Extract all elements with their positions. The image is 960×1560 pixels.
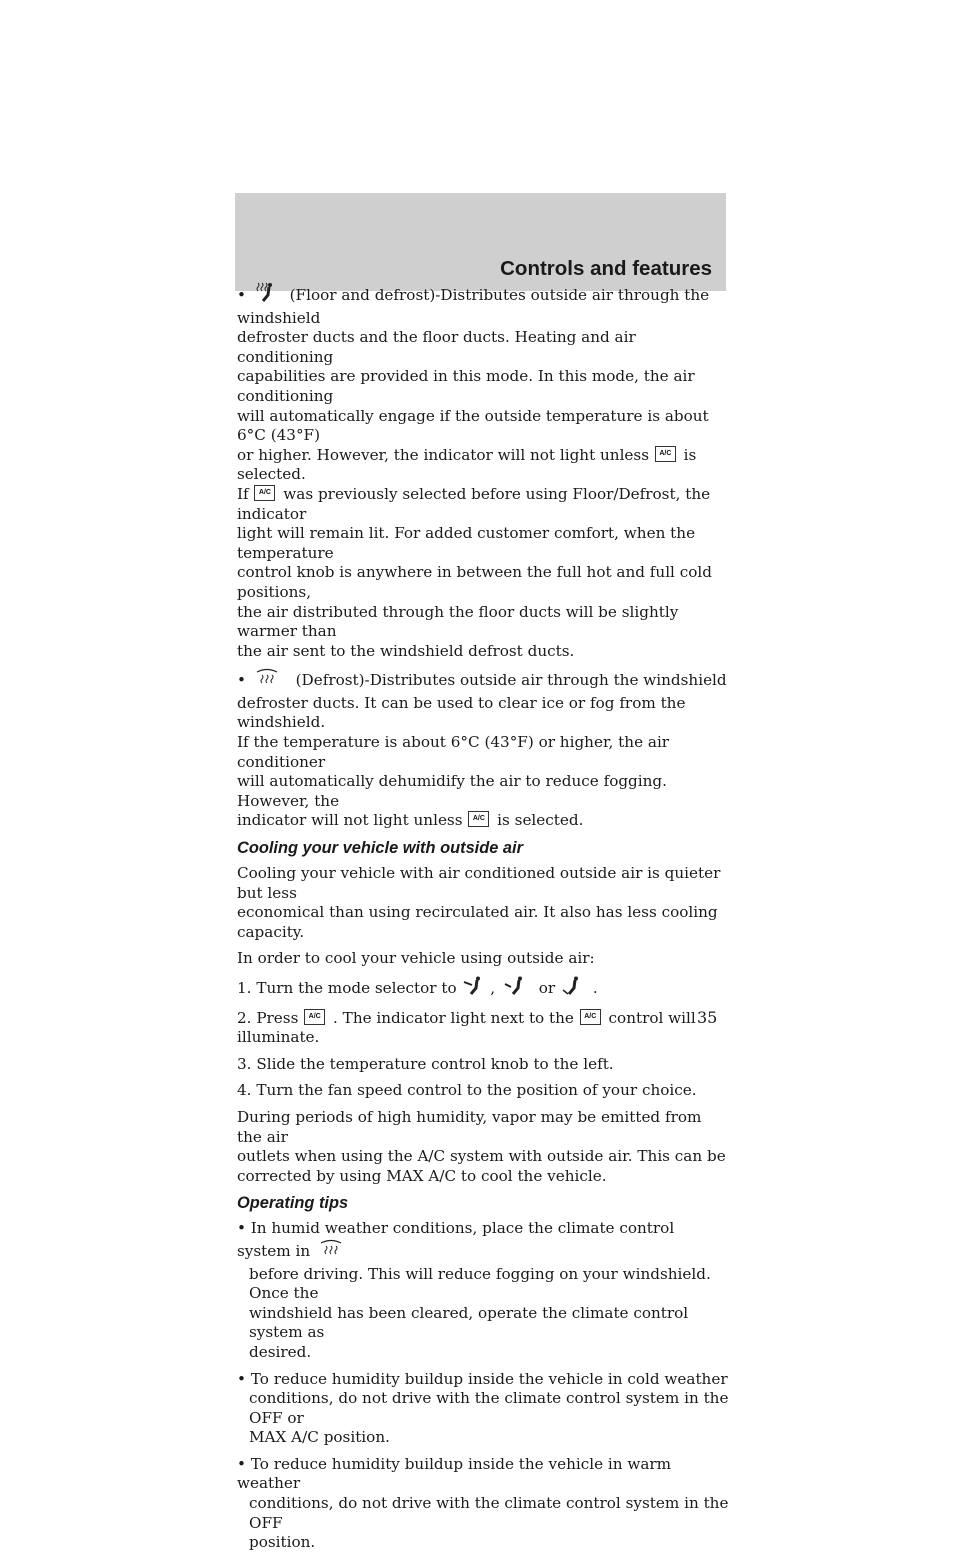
ac-button-icon: A/C <box>304 1009 325 1025</box>
text-fragment: indicator will not light unless <box>237 811 463 830</box>
text-line: During periods of high humidity, vapor may be emitted from the air <box>237 1107 702 1146</box>
step-2 <box>237 1009 729 1048</box>
text-fragment: or <box>538 979 556 997</box>
floor-defrost-icon <box>255 281 275 309</box>
text-line: windshield has been cleared, operate the climate control system as <box>249 1303 689 1342</box>
paragraph-intro: In order to cool your vehicle using outside air: <box>237 949 595 968</box>
text-line: economical than using recirculated air. It also has less cooling capacity. <box>237 903 718 941</box>
text-fragment: control will illuminate. <box>237 1008 696 1047</box>
section-heading-cooling: Cooling your vehicle with outside air <box>237 839 523 858</box>
bullet-marker: • <box>237 286 246 304</box>
ac-button-icon: A/C <box>254 485 275 501</box>
text-fragment: . <box>592 979 598 997</box>
panel-mode-icon <box>463 976 485 1002</box>
text-line: (Floor and defrost)-Distributes outside air through the windshield <box>237 286 710 327</box>
text-line: outlets when using the A/C system with outside air. This can be <box>237 1147 726 1166</box>
page-content <box>237 281 729 1560</box>
list-item-defrost <box>237 668 729 831</box>
step-3: 3. Slide the temperature control knob to the left. <box>237 1054 614 1073</box>
page-title: Controls and features <box>500 257 712 280</box>
text-line: will automatically engage if the outside temperature is about 6°C (43°F) <box>237 406 709 445</box>
text-line: position. <box>249 1533 316 1552</box>
defrost-icon <box>255 668 279 694</box>
step-4: 4. Turn the fan speed control to the position of your choice. <box>237 1081 697 1100</box>
text-line: capabilities are provided in this mode. In this mode, the air conditioning <box>237 367 695 405</box>
paragraph <box>237 864 729 942</box>
text-line: desired. <box>249 1342 312 1361</box>
text-line: defroster ducts. It can be used to clear ice or fog from the windshield. <box>237 693 686 732</box>
text-line: If the temperature is about 6°C (43°F) or higher, the air conditioner <box>237 733 670 771</box>
text-fragment: . The indicator light next to the <box>333 1008 574 1027</box>
text-line: defroster ducts and the floor ducts. Heating and air conditioning <box>237 328 636 366</box>
text-fragment: is selected. <box>497 811 584 830</box>
text-fragment: 1. Turn the mode selector to <box>237 979 457 997</box>
section-heading-operating-tips: Operating tips <box>237 1194 349 1213</box>
text-fragment: , <box>490 979 496 997</box>
text-fragment: was previously selected before using Floor/Defrost, the indicator <box>237 484 711 523</box>
bullet-marker: • <box>237 1454 246 1473</box>
header-band <box>235 193 726 291</box>
step-1 <box>237 976 729 1002</box>
text-fragment: If <box>237 484 249 503</box>
floor-icon <box>560 976 582 1002</box>
text-line: the air distributed through the floor ducts will be slightly warmer than <box>237 602 679 641</box>
ac-button-icon: A/C <box>468 811 489 827</box>
text-fragment: To reduce humidity buildup inside the vehicle in warm weather <box>237 1454 672 1493</box>
text-fragment: or higher. However, the indicator will not light unless <box>237 445 650 464</box>
bullet-marker: • <box>237 1219 246 1238</box>
text-line: corrected by using MAX A/C to cool the vehicle. <box>237 1166 607 1185</box>
page-number: 35 <box>697 1008 718 1027</box>
text-line <box>237 446 729 485</box>
text-line: light will remain lit. For added customer comfort, when the temperature <box>237 524 696 562</box>
bullet-marker: • <box>237 671 246 690</box>
text-line: Cooling your vehicle with air conditioned outside air is quieter but less <box>237 864 721 902</box>
paragraph <box>237 1108 729 1186</box>
list-item-tip <box>237 1455 729 1553</box>
text-line: control knob is anywhere in between the full hot and full cold positions, <box>237 563 712 601</box>
text-line <box>237 485 729 524</box>
defrost-icon <box>319 1239 343 1265</box>
list-item-floor-defrost <box>237 281 729 661</box>
ac-button-icon: A/C <box>580 1009 601 1025</box>
text-line: MAX A/C position. <box>249 1428 390 1447</box>
text-line: the air sent to the windshield defrost ducts. <box>237 641 575 660</box>
text-fragment: is selected. <box>237 445 697 484</box>
bullet-marker: • <box>237 1369 246 1388</box>
text-line: conditions, do not drive with the climate control system in the OFF <box>249 1494 729 1532</box>
text-fragment: 2. Press <box>237 1008 299 1027</box>
text-fragment: In humid weather conditions, place the climate control system in <box>237 1219 675 1260</box>
text-fragment: To reduce humidity buildup inside the vehicle in cold weather <box>250 1369 728 1388</box>
text-line: conditions, do not drive with the climate control system in the OFF or <box>249 1389 729 1427</box>
list-item-tip <box>237 1219 729 1362</box>
text-line: (Defrost)-Distributes outside air through the windshield <box>295 671 727 690</box>
ac-button-icon: A/C <box>655 446 676 462</box>
list-item-tip <box>237 1370 729 1448</box>
text-line: will automatically dehumidify the air to reduce fogging. However, the <box>237 772 667 810</box>
text-line <box>237 811 729 831</box>
panel-floor-icon <box>504 976 526 1002</box>
text-line: before driving. This will reduce fogging on your windshield. Once the <box>249 1264 711 1303</box>
